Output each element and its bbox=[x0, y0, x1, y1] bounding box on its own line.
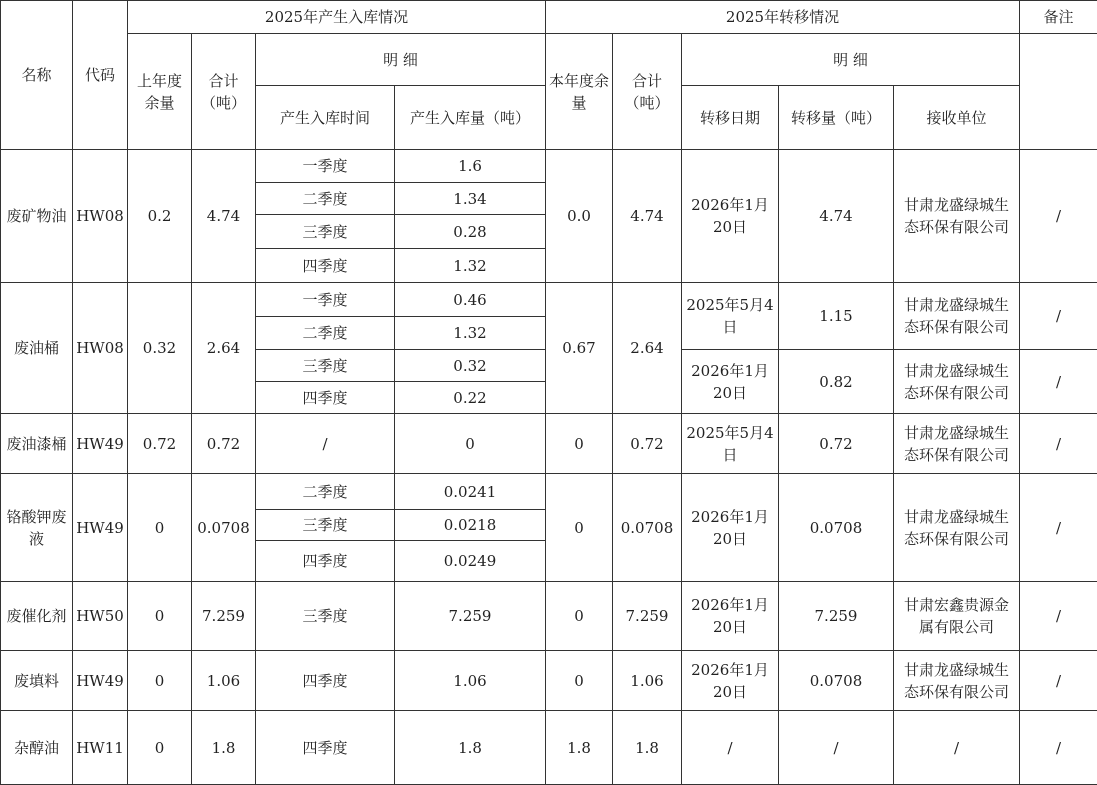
cell-total-in: 4.74 bbox=[192, 150, 256, 283]
header-transfer-date: 转移日期 bbox=[682, 86, 779, 150]
header-total-out: 合计（吨） bbox=[613, 34, 682, 150]
cell-in-amount: 1.32 bbox=[395, 249, 546, 283]
cell-in-time: 二季度 bbox=[256, 183, 395, 215]
cell-name: 废油漆桶 bbox=[1, 414, 73, 474]
cell-code: HW08 bbox=[73, 150, 128, 283]
header-transfer-amount: 转移量（吨） bbox=[779, 86, 894, 150]
cell-remark: / bbox=[1020, 150, 1097, 283]
header-in-time: 产生入库时间 bbox=[256, 86, 395, 150]
cell-in-time: 一季度 bbox=[256, 150, 395, 183]
cell-in-amount: 0 bbox=[395, 414, 546, 474]
cell-in-amount: 0.0218 bbox=[395, 510, 546, 541]
header-detail-out: 明 细 bbox=[682, 34, 1020, 86]
cell-transfer-date: 2026年1月20日 bbox=[682, 350, 779, 414]
cell-balance: 0 bbox=[546, 582, 613, 651]
cell-prev: 0 bbox=[128, 474, 192, 582]
header-transfer-group: 2025年转移情况 bbox=[546, 1, 1020, 34]
cell-transfer-date: 2025年5月4日 bbox=[682, 283, 779, 350]
cell-in-amount: 1.6 bbox=[395, 150, 546, 183]
cell-total-out: 0.72 bbox=[613, 414, 682, 474]
cell-prev: 0 bbox=[128, 651, 192, 711]
cell-transfer-date: 2026年1月20日 bbox=[682, 651, 779, 711]
cell-total-out: 1.06 bbox=[613, 651, 682, 711]
cell-transfer-amount: 0.0708 bbox=[779, 474, 894, 582]
cell-name: 废催化剂 bbox=[1, 582, 73, 651]
cell-name: 废油桶 bbox=[1, 283, 73, 414]
cell-name: 废填料 bbox=[1, 651, 73, 711]
cell-receiver: / bbox=[894, 711, 1020, 785]
cell-total-in: 1.06 bbox=[192, 651, 256, 711]
cell-in-time: 四季度 bbox=[256, 382, 395, 414]
header-name: 名称 bbox=[1, 1, 73, 150]
cell-transfer-date: / bbox=[682, 711, 779, 785]
cell-in-time: 三季度 bbox=[256, 582, 395, 651]
cell-transfer-amount: / bbox=[779, 711, 894, 785]
cell-remark: / bbox=[1020, 414, 1097, 474]
cell-remark: / bbox=[1020, 711, 1097, 785]
cell-transfer-amount: 7.259 bbox=[779, 582, 894, 651]
cell-in-time: 三季度 bbox=[256, 215, 395, 249]
cell-total-out: 1.8 bbox=[613, 711, 682, 785]
cell-transfer-amount: 4.74 bbox=[779, 150, 894, 283]
cell-remark: / bbox=[1020, 350, 1097, 414]
cell-prev: 0.2 bbox=[128, 150, 192, 283]
cell-transfer-date: 2026年1月20日 bbox=[682, 150, 779, 283]
cell-in-amount: 7.259 bbox=[395, 582, 546, 651]
cell-receiver: 甘肃龙盛绿城生态环保有限公司 bbox=[894, 414, 1020, 474]
cell-name: 铬酸钾废液 bbox=[1, 474, 73, 582]
cell-total-out: 0.0708 bbox=[613, 474, 682, 582]
cell-receiver: 甘肃宏鑫贵源金属有限公司 bbox=[894, 582, 1020, 651]
cell-receiver: 甘肃龙盛绿城生态环保有限公司 bbox=[894, 651, 1020, 711]
cell-name: 废矿物油 bbox=[1, 150, 73, 283]
cell-total-in: 2.64 bbox=[192, 283, 256, 414]
cell-in-time: 四季度 bbox=[256, 541, 395, 582]
cell-in-amount: 1.34 bbox=[395, 183, 546, 215]
cell-balance: 0.0 bbox=[546, 150, 613, 283]
cell-receiver: 甘肃龙盛绿城生态环保有限公司 bbox=[894, 283, 1020, 350]
cell-name: 杂醇油 bbox=[1, 711, 73, 785]
cell-in-time: 三季度 bbox=[256, 350, 395, 382]
cell-in-amount: 0.32 bbox=[395, 350, 546, 382]
cell-balance: 0 bbox=[546, 474, 613, 582]
cell-code: HW11 bbox=[73, 711, 128, 785]
header-production-group: 2025年产生入库情况 bbox=[128, 1, 546, 34]
cell-transfer-date: 2025年5月4日 bbox=[682, 414, 779, 474]
cell-code: HW49 bbox=[73, 651, 128, 711]
cell-transfer-amount: 1.15 bbox=[779, 283, 894, 350]
cell-in-amount: 0.0241 bbox=[395, 474, 546, 510]
cell-remark: / bbox=[1020, 651, 1097, 711]
cell-transfer-amount: 0.72 bbox=[779, 414, 894, 474]
cell-in-time: 二季度 bbox=[256, 474, 395, 510]
cell-receiver: 甘肃龙盛绿城生态环保有限公司 bbox=[894, 150, 1020, 283]
cell-in-amount: 0.46 bbox=[395, 283, 546, 317]
cell-total-out: 2.64 bbox=[613, 283, 682, 414]
header-code: 代码 bbox=[73, 1, 128, 150]
cell-balance: 1.8 bbox=[546, 711, 613, 785]
cell-transfer-date: 2026年1月20日 bbox=[682, 582, 779, 651]
header-remark-blank bbox=[1020, 34, 1097, 150]
header-this-balance: 本年度余量 bbox=[546, 34, 613, 150]
header-total-in: 合计（吨） bbox=[192, 34, 256, 150]
cell-code: HW08 bbox=[73, 283, 128, 414]
cell-code: HW50 bbox=[73, 582, 128, 651]
cell-in-time: / bbox=[256, 414, 395, 474]
cell-total-in: 1.8 bbox=[192, 711, 256, 785]
cell-remark: / bbox=[1020, 283, 1097, 350]
header-prev-balance: 上年度余量 bbox=[128, 34, 192, 150]
cell-in-amount: 1.8 bbox=[395, 711, 546, 785]
cell-in-time: 四季度 bbox=[256, 651, 395, 711]
cell-balance: 0.67 bbox=[546, 283, 613, 414]
cell-remark: / bbox=[1020, 582, 1097, 651]
header-receiver: 接收单位 bbox=[894, 86, 1020, 150]
cell-receiver: 甘肃龙盛绿城生态环保有限公司 bbox=[894, 474, 1020, 582]
cell-in-amount: 0.28 bbox=[395, 215, 546, 249]
cell-balance: 0 bbox=[546, 414, 613, 474]
cell-prev: 0 bbox=[128, 582, 192, 651]
cell-in-time: 一季度 bbox=[256, 283, 395, 317]
header-in-amount: 产生入库量（吨） bbox=[395, 86, 546, 150]
cell-total-out: 4.74 bbox=[613, 150, 682, 283]
cell-transfer-date: 2026年1月20日 bbox=[682, 474, 779, 582]
cell-prev: 0.72 bbox=[128, 414, 192, 474]
cell-total-in: 7.259 bbox=[192, 582, 256, 651]
cell-remark: / bbox=[1020, 474, 1097, 582]
cell-in-time: 四季度 bbox=[256, 711, 395, 785]
cell-total-in: 0.72 bbox=[192, 414, 256, 474]
cell-total-in: 0.0708 bbox=[192, 474, 256, 582]
cell-transfer-amount: 0.82 bbox=[779, 350, 894, 414]
cell-balance: 0 bbox=[546, 651, 613, 711]
cell-code: HW49 bbox=[73, 414, 128, 474]
cell-prev: 0.32 bbox=[128, 283, 192, 414]
cell-in-time: 四季度 bbox=[256, 249, 395, 283]
cell-in-time: 三季度 bbox=[256, 510, 395, 541]
cell-transfer-amount: 0.0708 bbox=[779, 651, 894, 711]
header-remark: 备注 bbox=[1020, 1, 1097, 34]
cell-in-time: 二季度 bbox=[256, 317, 395, 350]
cell-receiver: 甘肃龙盛绿城生态环保有限公司 bbox=[894, 350, 1020, 414]
cell-in-amount: 1.06 bbox=[395, 651, 546, 711]
cell-in-amount: 0.22 bbox=[395, 382, 546, 414]
cell-total-out: 7.259 bbox=[613, 582, 682, 651]
cell-prev: 0 bbox=[128, 711, 192, 785]
header-detail-in: 明 细 bbox=[256, 34, 546, 86]
cell-code: HW49 bbox=[73, 474, 128, 582]
cell-in-amount: 0.0249 bbox=[395, 541, 546, 582]
cell-in-amount: 1.32 bbox=[395, 317, 546, 350]
